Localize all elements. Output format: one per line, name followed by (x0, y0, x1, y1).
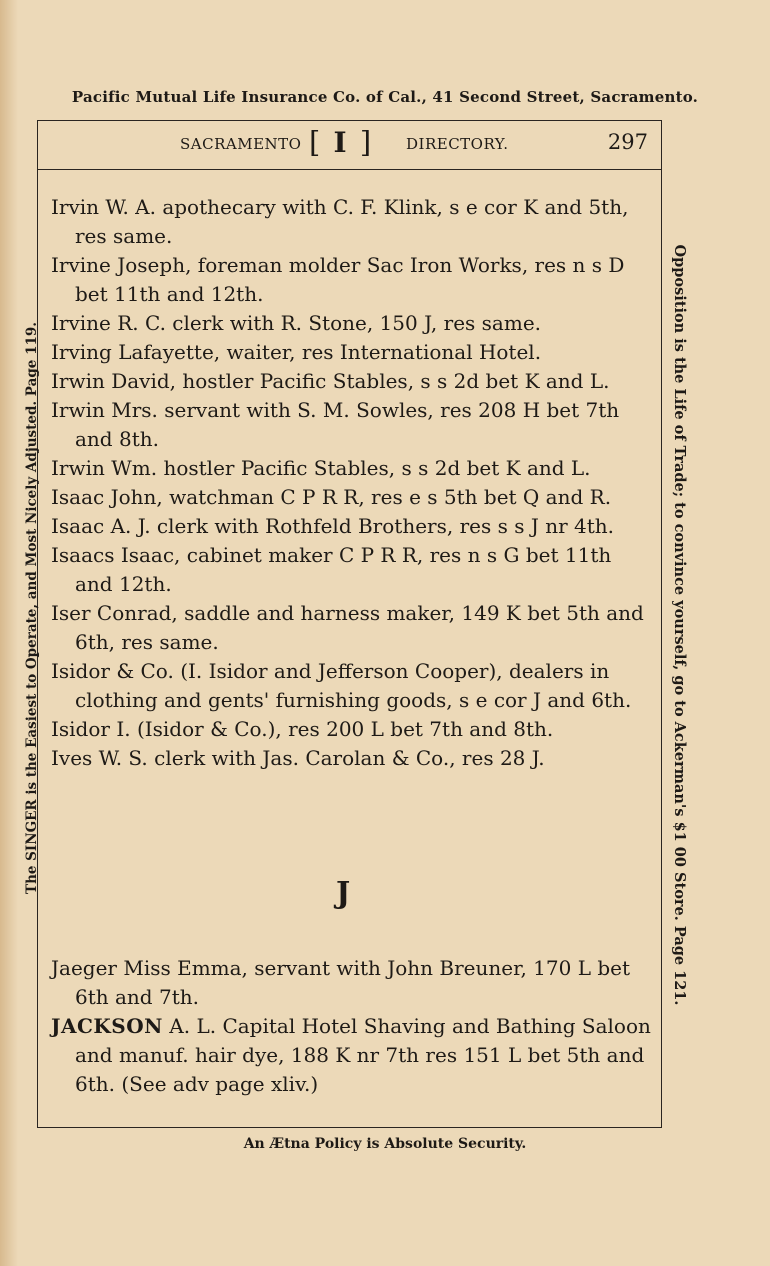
entry-name: Jaeger (51, 956, 117, 980)
directory-entry (51, 954, 651, 1012)
directory-entry: Ives W. S. clerk with Jas. Carolan & Co., res 28 J. (51, 746, 545, 770)
page-edge (0, 0, 18, 1266)
directory-entry: Isaac A. J. clerk with Rothfeld Brothers, res s s J nr 4th. (51, 514, 615, 538)
bottom-advertisement: An Ætna Policy is Absolute Security. (243, 1136, 527, 1152)
directory-entry: Irwin Mrs. servant with S. M. Sowles, res 208 H bet 7th and 8th. (51, 398, 620, 451)
directory-entry: Irvine R. C. clerk with R. Stone, 150 J, res same. (51, 311, 542, 335)
header-letter-box: [ I ] (309, 125, 374, 159)
entry-text: Miss Emma, servant with John Breuner, 170 L bet 6th and 7th. (75, 956, 631, 1009)
directory-entry: Irvine Joseph, foreman molder Sac Iron Works, res n s D bet 11th and 12th. (51, 253, 625, 306)
directory-entry: Isidor & Co. (I. Isidor and Jefferson Cooper), dealers in clothing and gents' furnishing goods, s e cor J and 6th. (51, 659, 632, 712)
directory-entries-i (51, 193, 651, 773)
header-letter: I (333, 126, 349, 159)
directory-entry: Isaac John, watchman C P R R, res e s 5th bet Q and R. (51, 485, 612, 509)
entry-text: A. L. Capital Hotel Shaving and Bathing Saloon and manuf. hair dye, 188 K nr 7th res 151 L bet 5th and 6th. (See adv page xliv.) (75, 1014, 651, 1096)
directory-entry: Irwin David, hostler Pacific Stables, s s 2d bet K and L. (51, 369, 610, 393)
right-margin-advertisement: Opposition is the Life of Trade; to convince yourself, go to Ackerman's $1 00 Store. Page 121. (671, 244, 688, 1006)
directory-entry (51, 1012, 651, 1099)
running-header (37, 120, 662, 170)
directory-entry: Irving Lafayette, waiter, res International Hotel. (51, 340, 542, 364)
header-directory: DIRECTORY. (406, 135, 509, 153)
header-city: SACRAMENTO (180, 135, 302, 153)
left-margin-advertisement: The SINGER is the Easiest to Operate, and Most Nicely Adjusted. Page 119. (24, 322, 40, 894)
directory-entry: Isidor I. (Isidor & Co.), res 200 L bet 7th and 8th. (51, 717, 554, 741)
directory-entry: Irvin W. A. apothecary with C. F. Klink, s e cor K and 5th, res same. (51, 195, 629, 248)
top-advertisement: Pacific Mutual Life Insurance Co. of Cal., 41 Second Street, Sacramento. (71, 88, 699, 106)
directory-entries-j (51, 954, 651, 1099)
directory-entry: Isaacs Isaac, cabinet maker C P R R, res n s G bet 11th and 12th. (51, 543, 612, 596)
page-number: 297 (607, 130, 648, 154)
section-letter: J (336, 876, 351, 911)
entry-name: JACKSON (51, 1014, 163, 1038)
directory-entry: Iser Conrad, saddle and harness maker, 149 K bet 5th and 6th, res same. (51, 601, 644, 654)
directory-entry: Irwin Wm. hostler Pacific Stables, s s 2d bet K and L. (51, 456, 591, 480)
